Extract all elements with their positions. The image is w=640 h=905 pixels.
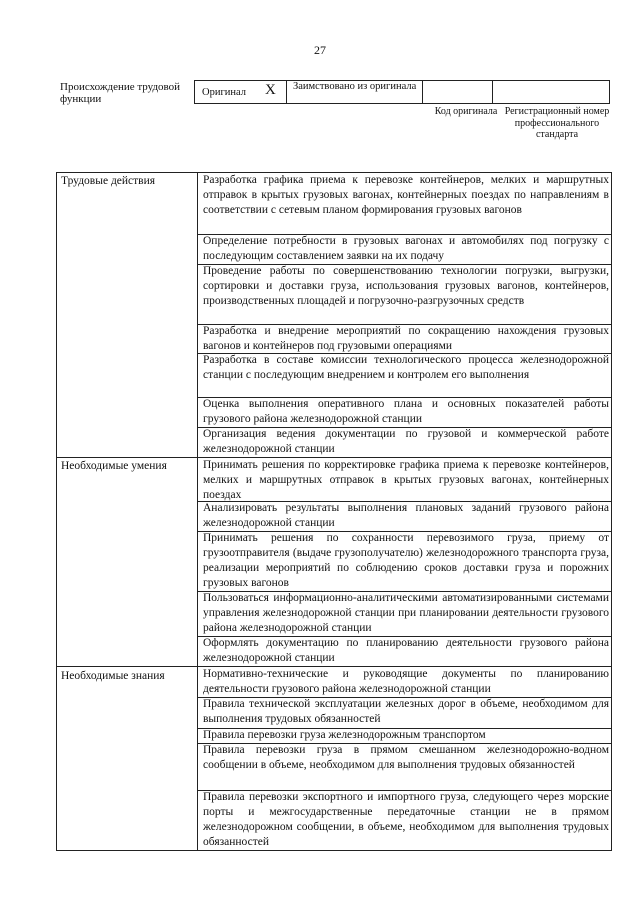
table-row: Разработка графика приема к перевозке контейнеров, мелких и маршрутных отправок в крытых грузовых вагонах, контейнерных поездах по направлениям в соответствии с сетевым планом формирования грузовых вагонов: [203, 174, 609, 216]
table-row: Проведение работы по совершенствованию технологии погрузки, выгрузки, сортировки и доставки груза, использования грузовых вагонов, контейнеров, производственных площадей и погрузочно-разгрузочных средств: [203, 265, 609, 307]
code-caption: Код оригинала: [434, 106, 498, 117]
code-cell: [423, 81, 493, 103]
table-row: Определение потребности в грузовых вагонах и автомобилях под погрузку с последующим составлением заявки на их подачу: [203, 235, 609, 262]
table-row: Разработка и внедрение мероприятий по сокращению нахождения грузовых вагонов и контейнеров под грузовыми операциями: [203, 325, 609, 352]
table-row: Организация ведения документации по грузовой и коммерческой работе железнодорожной станции: [203, 428, 609, 455]
origin-table: [194, 80, 610, 104]
section-label-actions: Трудовые действия: [61, 175, 156, 187]
table-row: Принимать решения по сохранности перевозимого груза, приему от грузоотправителя (выдаче грузополучателю) железнодорожного транспорта груза, реализации мероприятий по соблюдению сроков доставки груза и порожних грузовых вагонов: [203, 532, 609, 589]
original-cell: [195, 81, 287, 103]
table-row: Принимать решения по корректировке графика приема к перевозке контейнеров, мелких и маршрутных отправок в крытых грузовых вагонах, контейнерных поездах: [203, 459, 609, 501]
borrowed-cell: [287, 81, 423, 103]
table-row: Правила перевозки груза в прямом смешанном железнодорожно-водном сообщении в объеме, необходимом для выполнения трудовых обязанностей: [203, 744, 609, 771]
column-divider: [197, 173, 198, 850]
table-row: Правила перевозки груза железнодорожным транспортом: [203, 729, 486, 741]
origin-label: Происхождение трудовой функции: [60, 81, 181, 105]
reg-number-caption: Регистрационный номер профессионального стандарта: [504, 106, 610, 140]
original-mark: X: [265, 82, 276, 98]
page-number: 27: [314, 43, 326, 57]
reg-number-cell: [493, 81, 609, 103]
table-row: Оформлять документацию по планированию деятельности грузового района железнодорожной станции: [203, 637, 609, 664]
table-row: Правила перевозки экспортного и импортного груза, следующего через морские порты и межгосударственные передаточные станции не в прямом железнодорожном сообщении, в объеме, необходимом для выполнения трудовых обязанностей: [203, 791, 609, 848]
labor-function-table: [56, 172, 612, 851]
table-row: Правила технической эксплуатации железных дорог в объеме, необходимом для выполнения трудовых обязанностей: [203, 698, 609, 725]
table-row: Нормативно-технические и руководящие документы по планированию деятельности грузового района железнодорожной станции: [203, 668, 609, 695]
original-label: Оригинал: [202, 87, 246, 98]
table-row: Разработка в составе комиссии технологического процесса железнодорожной станции с последующим внедрением и контролем его выполнения: [203, 354, 609, 381]
borrowed-label: Заимствовано из оригинала: [293, 81, 417, 92]
table-row: Анализировать результаты выполнения плановых заданий грузового района железнодорожной станции: [203, 502, 609, 529]
section-label-skills: Необходимые умения: [61, 460, 167, 472]
section-label-knowledge: Необходимые знания: [61, 670, 165, 682]
table-row: Пользоваться информационно-аналитическими автоматизированными системами управления железнодорожной станции при планировании деятельности грузового района железнодорожной станции: [203, 592, 609, 634]
table-row: Оценка выполнения оперативного плана и основных показателей работы грузового района железнодорожной станции: [203, 398, 609, 425]
